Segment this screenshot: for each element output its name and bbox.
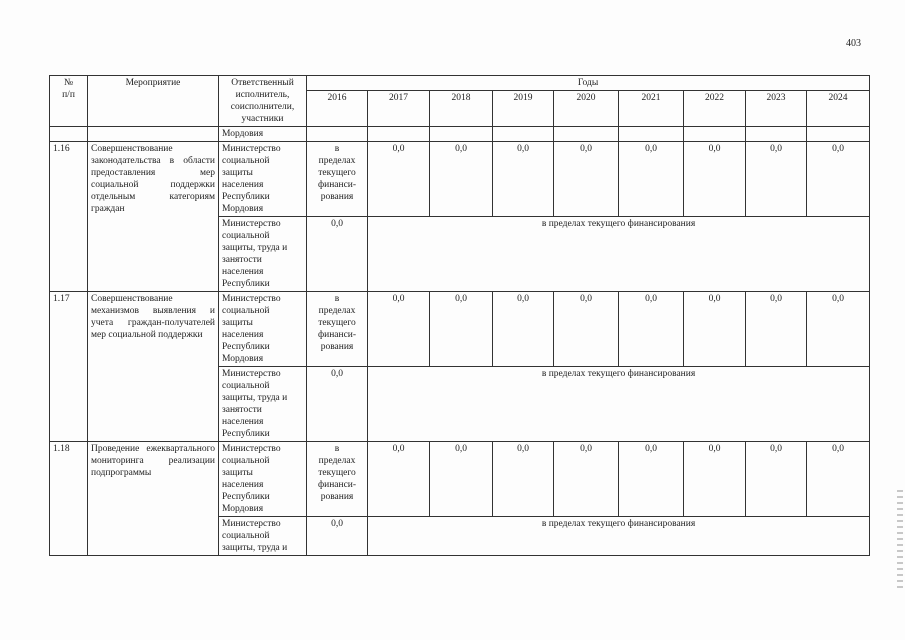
header-year: 2016 [307, 91, 368, 127]
page-number: 403 [846, 38, 861, 49]
row-value: 0,0 [430, 142, 493, 217]
header-years-label: Годы [307, 76, 870, 91]
row-value: 0,0 [684, 292, 746, 367]
header-year: 2020 [554, 91, 619, 127]
row-number: 1.18 [50, 442, 88, 556]
row-value-2016-b: 0,0 [307, 367, 368, 442]
row-responsible: Министерство социальной защиты населения Республики Мордовия [219, 292, 307, 367]
row-value: 0,0 [619, 292, 684, 367]
row-value: 0,0 [493, 292, 554, 367]
row-value: 0,0 [807, 442, 870, 517]
header-year: 2018 [430, 91, 493, 127]
row-value: 0,0 [746, 292, 807, 367]
carry-over-text: Мордовия [219, 127, 307, 142]
program-table [49, 75, 870, 556]
row-value: 0,0 [368, 142, 430, 217]
row-responsible: Министерство социальной защиты населения Республики Мордовия [219, 142, 307, 217]
row-event: Проведение ежеквартального мониторинга реализации подпрограммы [88, 442, 219, 556]
header-num: № п/п [50, 76, 88, 127]
header-responsible: Ответственный исполнитель, соисполнители, участники [219, 76, 307, 127]
header-year: 2022 [684, 91, 746, 127]
row-responsible: Министерство социальной защиты населения Республики Мордовия [219, 442, 307, 517]
row-value: 0,0 [684, 442, 746, 517]
row-event: Совершенствование законодательства в области предоставления мер социальной поддержки отдельным категориям граждан [88, 142, 219, 292]
row-value-2016: в пределах текущего финанси- рования [307, 292, 368, 367]
header-event: Мероприятие [88, 76, 219, 127]
row-value: 0,0 [368, 292, 430, 367]
row-value-2016-b: 0,0 [307, 217, 368, 292]
row-value-2016: в пределах текущего финанси- рования [307, 142, 368, 217]
row-value: 0,0 [493, 142, 554, 217]
row-coexecutor: Министерство социальной защиты, труда и занятости населения Республики [219, 217, 307, 292]
header-year: 2021 [619, 91, 684, 127]
table-row [50, 142, 870, 217]
header-row [50, 76, 870, 91]
row-value-2016-b: 0,0 [307, 517, 368, 556]
row-value: 0,0 [430, 292, 493, 367]
row-value: 0,0 [807, 142, 870, 217]
header-year: 2023 [746, 91, 807, 127]
row-number: 1.16 [50, 142, 88, 292]
row-financing-span: в пределах текущего финансирования [368, 517, 870, 556]
row-value: 0,0 [684, 142, 746, 217]
row-value: 0,0 [807, 292, 870, 367]
row-coexecutor: Министерство социальной защиты, труда и занятости населения Республики [219, 367, 307, 442]
row-value: 0,0 [554, 442, 619, 517]
table-row [50, 292, 870, 367]
row-value: 0,0 [746, 142, 807, 217]
row-coexecutor: Министерство социальной защиты, труда и [219, 517, 307, 556]
row-value-2016: в пределах текущего финанси- рования [307, 442, 368, 517]
row-value: 0,0 [430, 442, 493, 517]
row-financing-span: в пределах текущего финансирования [368, 367, 870, 442]
header-year: 2017 [368, 91, 430, 127]
row-financing-span: в пределах текущего финансирования [368, 217, 870, 292]
row-event: Совершенствование механизмов выявления и учета граждан-получателей мер социальной поддержки [88, 292, 219, 442]
row-value: 0,0 [493, 442, 554, 517]
table-row [50, 442, 870, 517]
header-year: 2024 [807, 91, 870, 127]
row-value: 0,0 [554, 292, 619, 367]
row-value: 0,0 [746, 442, 807, 517]
row-value: 0,0 [368, 442, 430, 517]
row-value: 0,0 [619, 442, 684, 517]
header-year: 2019 [493, 91, 554, 127]
row-value: 0,0 [619, 142, 684, 217]
row-number: 1.17 [50, 292, 88, 442]
row-value: 0,0 [554, 142, 619, 217]
scan-artifact [897, 490, 903, 590]
carry-over-row [50, 127, 870, 142]
